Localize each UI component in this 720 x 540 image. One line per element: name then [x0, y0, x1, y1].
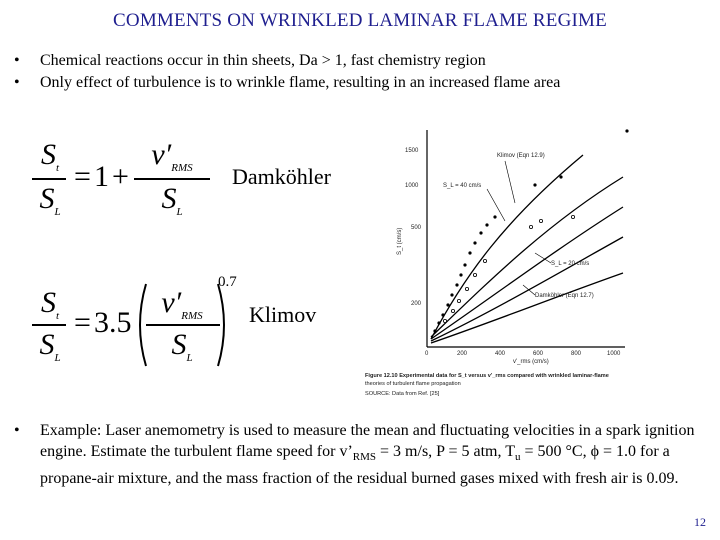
data-point [446, 303, 449, 306]
data-point [479, 231, 482, 234]
fraction-bar [146, 324, 220, 326]
x-tick-label: 600 [533, 351, 544, 357]
data-point [493, 215, 496, 218]
eq-sl-denominator: $S_L$ [171, 328, 193, 364]
annotation-sl40: S_L = 40 cm/s [443, 183, 482, 189]
plus-sign: + [112, 160, 129, 193]
example-text: Example: Laser anemometry is used to measure the mean and fluctuating velocities in a spark ignition engine. Estimate the turbulent flame speed for $v’_{RMS} = 3$ m/s, P = 5 atm, $T_u = 500$ °C, ϕ = 1.0 for a propane-air mixture, and the mass fraction of the residual burned gases mixed with fresh air is 0.09. [40, 422, 695, 488]
annotation-sl20: S_L = 20 cm/s [551, 261, 590, 267]
y-tick-label: 500 [411, 225, 422, 231]
bullet-dot: • [14, 52, 20, 69]
constant-one: 1 [94, 160, 109, 193]
data-point [473, 241, 476, 244]
slide-title: COMMENTS ON WRINKLED LAMINAR FLAME REGIME [113, 10, 607, 31]
equals-sign: = [74, 306, 91, 339]
x-tick-label: 1000 [607, 351, 621, 357]
data-point [450, 293, 453, 296]
x-tick-label: 400 [495, 351, 506, 357]
bullet-item [14, 50, 714, 72]
damkohler-equation [28, 138, 228, 223]
x-axis-label: v'_rms (cm/s) [513, 359, 549, 365]
data-point [433, 329, 436, 332]
bullet-text: Only effect of turbulence is to wrinkle flame, resulting in an increased flame area [40, 74, 561, 91]
x-tick-label: 0 [425, 351, 429, 357]
eq-st-numerator: $S_t$ [40, 138, 60, 174]
eq-st-numerator: $S_t$ [40, 286, 60, 322]
data-point-open [465, 287, 468, 290]
figure-st-vs-vrms [355, 125, 700, 403]
bullet-item [14, 72, 714, 94]
data-point [455, 283, 458, 286]
data-point-open [529, 225, 532, 228]
eq-sl-denominator: $S_L$ [39, 328, 61, 364]
data-point [533, 183, 536, 186]
bullet-text: Chemical reactions occur in thin sheets, Da > 1, fast chemistry region [40, 52, 486, 69]
eq-sl-denominator: $S_L$ [39, 182, 61, 218]
fraction-bar [32, 178, 66, 180]
y-tick-label: 1000 [405, 183, 419, 189]
damkohler-label: Damköhler [232, 164, 331, 189]
data-point-open [443, 319, 446, 322]
fraction-bar [32, 324, 66, 326]
example-bullet [14, 420, 714, 489]
data-point-open [451, 309, 454, 312]
bullet-dot: • [14, 422, 20, 439]
x-tick-label: 800 [571, 351, 582, 357]
klimov-label: Klimov [249, 302, 317, 327]
y-axis-label: S_t (cm/s) [397, 227, 403, 255]
data-point [468, 251, 471, 254]
caption-line: Figure 12.10 Experimental data for S_t versus v'_rms compared with wrinkled laminar-flame [365, 373, 609, 379]
data-point-open [539, 219, 542, 222]
exponent: 0.7 [218, 274, 237, 290]
y-tick-label: 1500 [405, 148, 419, 154]
data-point [437, 321, 440, 324]
eq-vrms-numerator: $v'_{RMS}$ [151, 138, 193, 174]
eq-vrms-numerator: $v'_{RMS}$ [161, 286, 203, 322]
data-point [459, 273, 462, 276]
caption-line: SOURCE: Data from Ref. [25] [365, 391, 440, 397]
data-point [463, 263, 466, 266]
annotation-damkohler: Damköhler (Eqn 12.7) [535, 293, 594, 299]
bullet-list [14, 50, 714, 94]
eq-sl-denominator: $S_L$ [161, 182, 183, 218]
data-point-open [473, 273, 476, 276]
bullet-item [14, 420, 714, 489]
y-tick-label: 200 [411, 301, 422, 307]
data-point [625, 129, 628, 132]
klimov-equation [28, 274, 248, 365]
equals-sign: = [74, 160, 91, 193]
data-point [485, 223, 488, 226]
data-point [559, 175, 562, 178]
data-point-open [571, 215, 574, 218]
x-tick-label: 200 [457, 351, 468, 357]
data-point-open [457, 299, 460, 302]
page-number: 12 [694, 515, 706, 529]
fraction-bar [134, 178, 210, 180]
bullet-dot: • [14, 74, 20, 91]
data-point-open [483, 259, 486, 262]
annotation-klimov: Klimov (Eqn 12.9) [497, 153, 545, 159]
constant-three-five: 3.5 [94, 306, 132, 339]
caption-line: theories of turbulent flame propagation [365, 381, 461, 387]
data-point [441, 313, 444, 316]
